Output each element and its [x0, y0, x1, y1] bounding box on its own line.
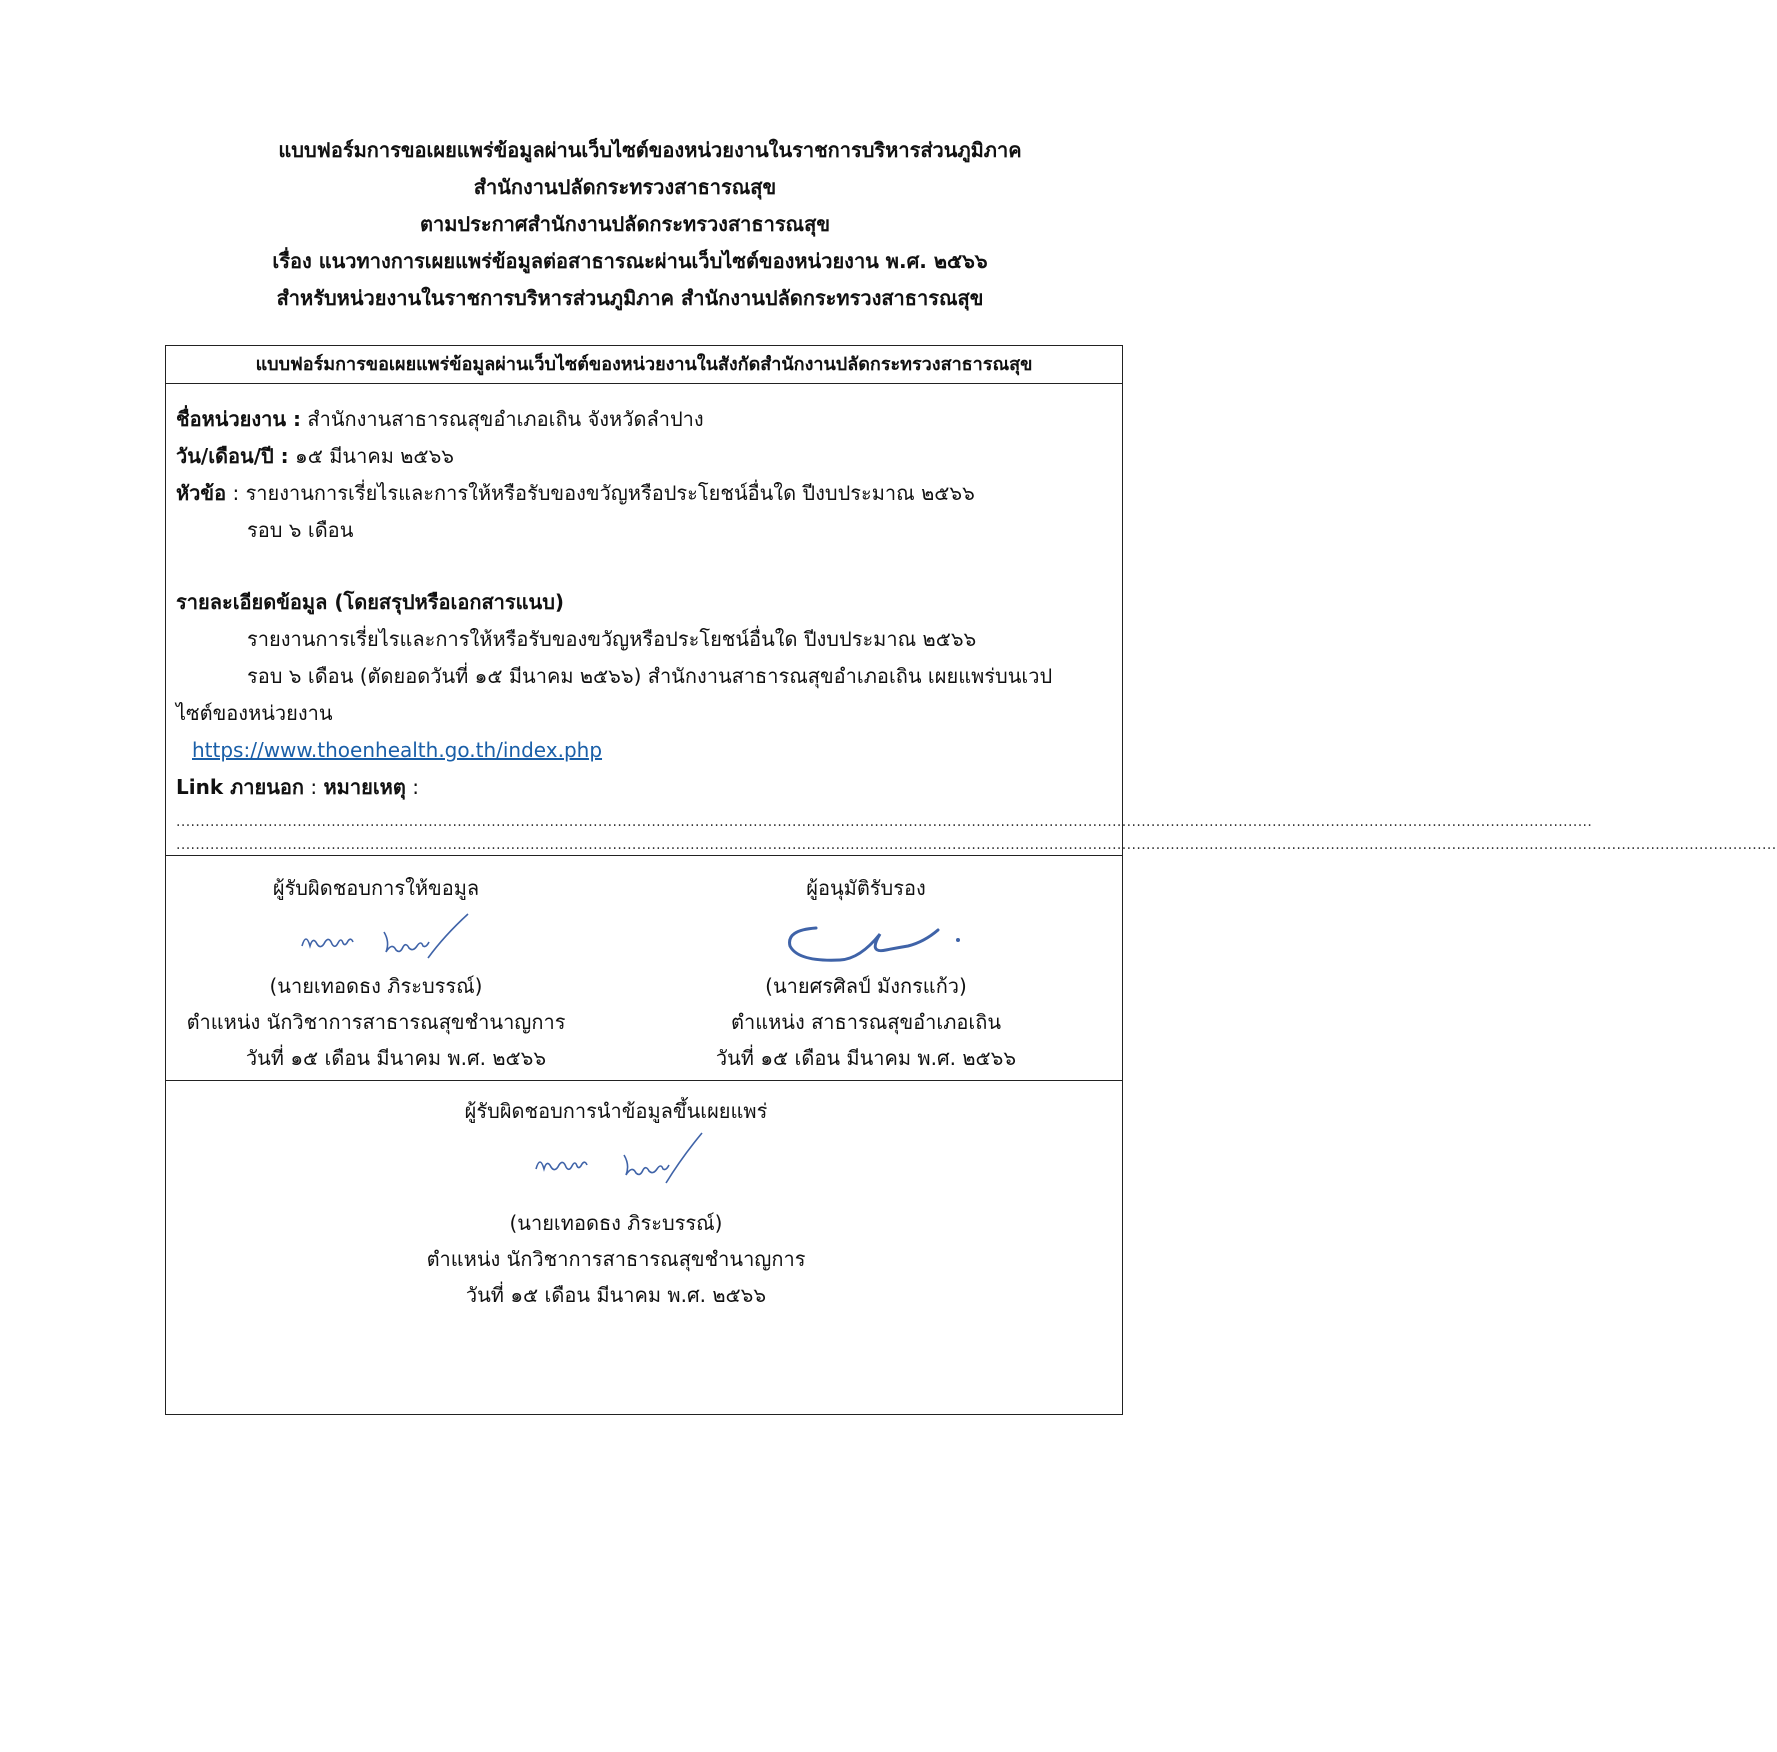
publisher-date: วันที่ ๑๕ เดือน มีนาคม พ.ศ. ๒๕๖๖ [465, 1283, 767, 1307]
publisher-position: ตำแหน่ง นักวิชาการสาธารณสุขชำนาญการ [426, 1247, 806, 1271]
date-row [176, 441, 454, 471]
publisher-section [166, 1081, 1122, 1414]
remark-dotted-line-1: .................................................................................................................................................................................................................................................................................................... [176, 814, 1593, 830]
details-label: รายละเอียดข้อมูล (โดยสรุปหรือเอกสารแนบ) [176, 590, 565, 614]
date-value: ๑๕ มีนาคม ๒๕๖๖ [295, 444, 454, 468]
website-link[interactable]: https://www.thoenhealth.go.th/index.php [192, 738, 603, 762]
approver-signature-icon [746, 906, 986, 968]
approver-signature-block [656, 870, 1076, 1076]
publisher-role: ผู้รับผิดชอบการนำข้อมูลขึ้นเผยแพร่ [464, 1099, 768, 1123]
approver-name: (นายศรศิลป์ มังกรแก้ว) [765, 974, 967, 998]
remark-label: หมายเหตุ [323, 775, 406, 799]
provider-signature-icon [266, 906, 486, 968]
details-section [166, 384, 1777, 856]
publisher-signature-icon [506, 1129, 726, 1191]
external-link-sep: : [310, 775, 318, 799]
approver-date: วันที่ ๑๕ เดือน มีนาคม พ.ศ. ๒๕๖๖ [715, 1046, 1017, 1070]
provider-position: ตำแหน่ง นักวิชาการสาธารณสุขชำนาญการ [186, 1010, 566, 1034]
subject-continuation: รอบ ๖ เดือน [247, 518, 354, 542]
agency-value: สำนักงานสาธารณสุขอำเภอเถิน จังหวัดลำปาง [307, 407, 704, 431]
agency-label: ชื่อหน่วยงาน : [176, 407, 302, 431]
header-line-4: เรื่อง แนวทางการเผยแพร่ข้อมูลต่อสาธารณะผ่านเว็บไซต์ของหน่วยงาน พ.ศ. ๒๕๖๖ [272, 249, 988, 273]
signature-section [166, 856, 1122, 1081]
document-header [0, 132, 1240, 317]
header-line-2: สำนักงานปลัดกระทรวงสาธารณสุข [473, 175, 777, 199]
remark-dotted-line-2: .......................................................................................................................................................................................................................................................................................................................................... [176, 837, 1777, 853]
details-line-3: ไซต์ของหน่วยงาน [176, 701, 333, 725]
provider-role: ผู้รับผิดชอบการให้ขอมูล [272, 876, 480, 900]
subject-value: : รายงานการเรี่ยไรและการให้หรือรับของขวัญหรือประโยชน์อื่นใด ปีงบประมาณ ๒๕๖๖ [232, 481, 975, 505]
external-link-label: Link ภายนอก [176, 775, 305, 799]
remark-sep: : [412, 775, 419, 799]
provider-date: วันที่ ๑๕ เดือน มีนาคม พ.ศ. ๒๕๖๖ [245, 1046, 547, 1070]
approver-role: ผู้อนุมัติรับรอง [806, 876, 926, 900]
provider-signature-block [166, 870, 586, 1076]
publisher-name: (นายเทอดธง ภิระบรรณ์) [509, 1211, 723, 1235]
publisher-signature-block [406, 1093, 826, 1313]
header-line-3: ตามประกาศสำนักงานปลัดกระทรวงสาธารณสุข [419, 212, 830, 236]
approver-position: ตำแหน่ง สาธารณสุขอำเภอเถิน [730, 1010, 1002, 1034]
subject-row [176, 478, 975, 508]
header-line-1: แบบฟอร์มการขอเผยแพร่ข้อมูลผ่านเว็บไซต์ของหน่วยงานในราชการบริหารส่วนภูมิภาค [278, 138, 1022, 162]
request-form [165, 345, 1777, 1415]
agency-row [176, 404, 704, 434]
details-line-1: รายงานการเรี่ยไรและการให้หรือรับของขวัญหรือประโยชน์อื่นใด ปีงบประมาณ ๒๕๖๖ [247, 627, 977, 651]
header-line-5: สำหรับหน่วยงานในราชการบริหารส่วนภูมิภาค สำนักงานปลัดกระทรวงสาธารณสุข [276, 286, 984, 310]
details-line-2: รอบ ๖ เดือน (ตัดยอดวันที่ ๑๕ มีนาคม ๒๕๖๖) สำนักงานสาธารณสุขอำเภอเถิน เผยแพร่บนเวป [247, 664, 1053, 688]
provider-name: (นายเทอดธง ภิระบรรณ์) [269, 974, 483, 998]
subject-label: หัวข้อ [176, 481, 227, 505]
form-title: แบบฟอร์มการขอเผยแพร่ข้อมูลผ่านเว็บไซต์ของหน่วยงานในสังกัดสำนักงานปลัดกระทรวงสาธารณสุข [166, 346, 1122, 384]
date-label: วัน/เดือน/ปี : [176, 444, 289, 468]
external-link-row [176, 772, 419, 802]
